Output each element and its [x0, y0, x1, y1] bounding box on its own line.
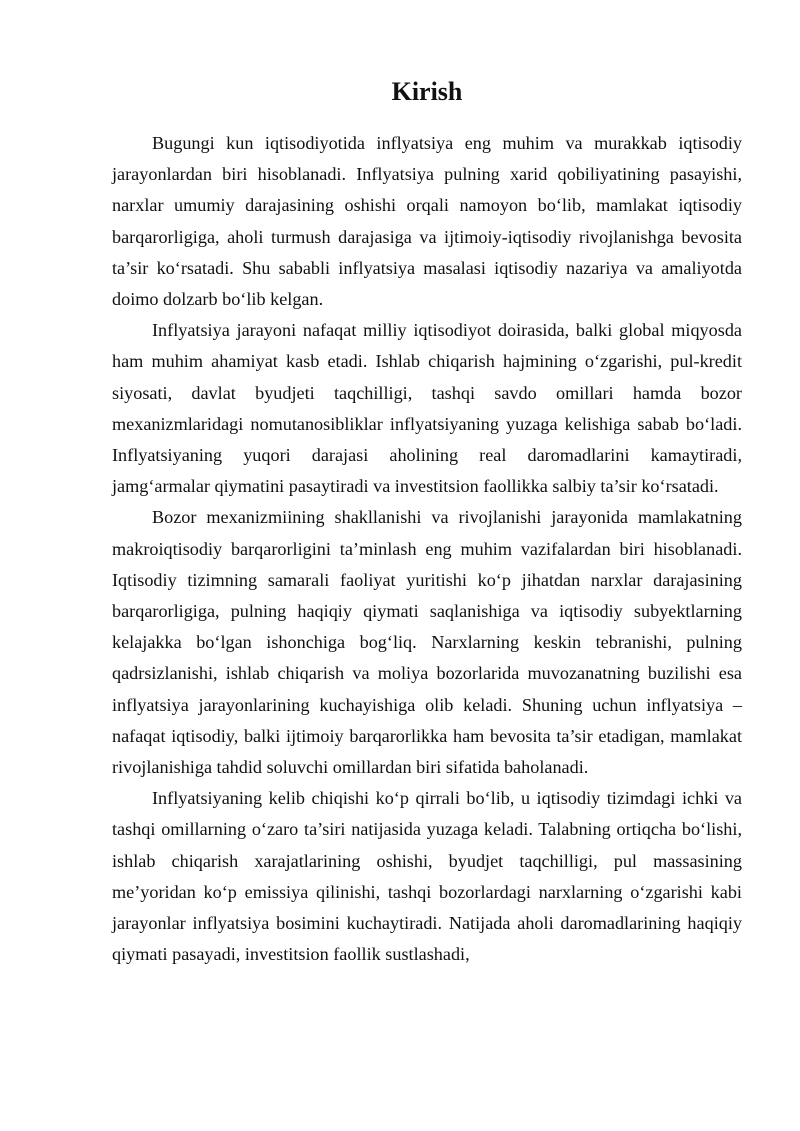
paragraph-3: Bozor mexanizmiining shakllanishi va rivojlanishi jarayonida mamlakatning makroiqtisodiy barqarorligini ta’minlash eng muhim vazifalardan biri hisoblanadi. Iqtisodiy tizimning samarali faoliyat yuritishi ko‘p jihatdan narxlar darajasining barqarorligiga, pulning haqiqiy qiymati saqlanishiga va iqtisodiy subyektlarning kelajakka bo‘lgan ishonchiga bog‘liq. Narxlarning keskin tebranishi, pulning qadrsizlanishi, ishlab chiqarish va moliya bozorlarida muvozanatning buzilishi esa inflyatsiya jarayonlarining kuchayishiga olib keladi. Shuning uchun inflyatsiya – nafaqat iqtisodiy, balki ijtimoiy barqarorlikka ham bevosita ta’sir etadigan, mamlakat rivojlanishiga tahdid soluvchi omillardan biri sifatida baholanadi.	[112, 507, 742, 778]
paragraph-1: Bugungi kun iqtisodiyotida inflyatsiya eng muhim va murakkab iqtisodiy jarayonlardan biri hisoblanadi. Inflyatsiya pulning xarid qobiliyatining pasayishi, narxlar umumiy darajasining oshishi orqali namoyon bo‘lib, mamlakat iqtisodiy barqarorligiga, aholi turmush darajasiga va ijtimoiy-iqtisodiy rivojlanishga bevosita ta’sir ko‘rsatadi. Shu sababli inflyatsiya masalasi iqtisodiy nazariya va amaliyotda doimo dolzarb bo‘lib kelgan.	[112, 133, 742, 310]
body-text	[112, 128, 742, 970]
paragraph-2: Inflyatsiya jarayoni nafaqat milliy iqtisodiyot doirasida, balki global miqyosda ham muhim ahamiyat kasb etadi. Ishlab chiqarish hajmining o‘zgarishi, pul-kredit siyosati, davlat byudjeti taqchilligi, tashqi savdo omillari hamda bozor mexanizmlaridagi nomutanosibliklar inflyatsiyaning yuzaga kelishiga sabab bo‘ladi. Inflyatsiyaning yuqori darajasi aholining real daromadlarini kamaytiradi, jamg‘armalar qiymatini pasaytiradi va investitsion faollikka salbiy ta’sir ko‘rsatadi.	[112, 320, 742, 497]
page-title: Kirish	[391, 77, 463, 106]
paragraph-4: Inflyatsiyaning kelib chiqishi ko‘p qirrali bo‘lib, u iqtisodiy tizimdagi ichki va tashqi omillarning o‘zaro ta’siri natijasida yuzaga keladi. Talabning ortiqcha bo‘lishi, ishlab chiqarish xarajatlarining oshishi, byudjet taqchilligi, pul massasining me’yoridan ko‘p emissiya qilinishi, tashqi bozorlardagi narxlarning o‘zgarishi kabi jarayonlar inflyatsiya bosimini kuchaytiradi. Natijada aholi daromadlarining haqiqiy qiymati pasayadi, investitsion faollik sustlashadi,	[112, 788, 742, 965]
